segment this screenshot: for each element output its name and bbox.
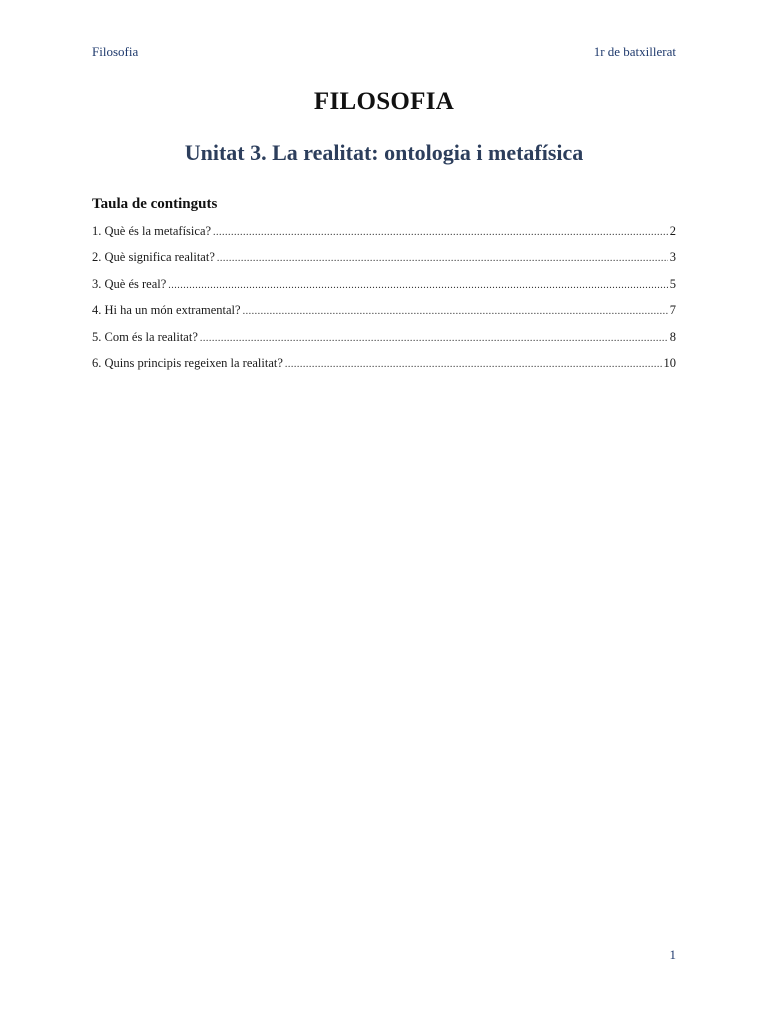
toc-entry-page: 7 <box>669 303 676 318</box>
toc-entry-label: 3. Què és real? <box>92 276 167 291</box>
toc-dot-leader <box>213 227 668 238</box>
document-title: FILOSOFIA <box>313 88 455 115</box>
toc-entry-label: 5. Com és la realitat? <box>92 329 198 344</box>
toc-dot-leader <box>217 253 668 264</box>
toc-entry-6[interactable] <box>92 356 676 382</box>
header-subject: Filosofia <box>92 44 139 59</box>
toc-heading: Taula de continguts <box>92 196 218 212</box>
page-number: 1 <box>669 947 676 962</box>
toc-entry-label: 6. Quins principis regeixen la realitat? <box>92 355 283 370</box>
toc-entry-label: 4. Hi ha un món extramental? <box>92 303 241 318</box>
toc-entry-4[interactable] <box>92 303 676 329</box>
toc-entry-page: 2 <box>669 224 676 238</box>
toc-entry-page: 3 <box>669 250 676 265</box>
toc-dot-leader <box>200 333 668 344</box>
toc-entry-label: 1. Què és la metafísica? <box>92 224 212 238</box>
toc-entry-page: 8 <box>669 329 676 344</box>
toc-entry-1[interactable] <box>92 224 676 250</box>
toc-entry-2[interactable] <box>92 250 676 276</box>
page-header <box>92 44 676 60</box>
header-course: 1r de batxillerat <box>593 44 676 59</box>
toc-entry-label: 2. Què significa realitat? <box>92 250 215 265</box>
toc-entry-page: 10 <box>663 355 676 370</box>
toc-dot-leader <box>168 280 667 291</box>
toc-dot-leader <box>285 359 662 370</box>
toc-entry-5[interactable] <box>92 330 676 356</box>
unit-subtitle: Unitat 3. La realitat: ontologia i metafísica <box>184 140 584 165</box>
table-of-contents <box>92 224 676 382</box>
toc-entry-page: 5 <box>669 276 676 291</box>
toc-entry-3[interactable] <box>92 277 676 303</box>
toc-dot-leader <box>243 306 668 317</box>
